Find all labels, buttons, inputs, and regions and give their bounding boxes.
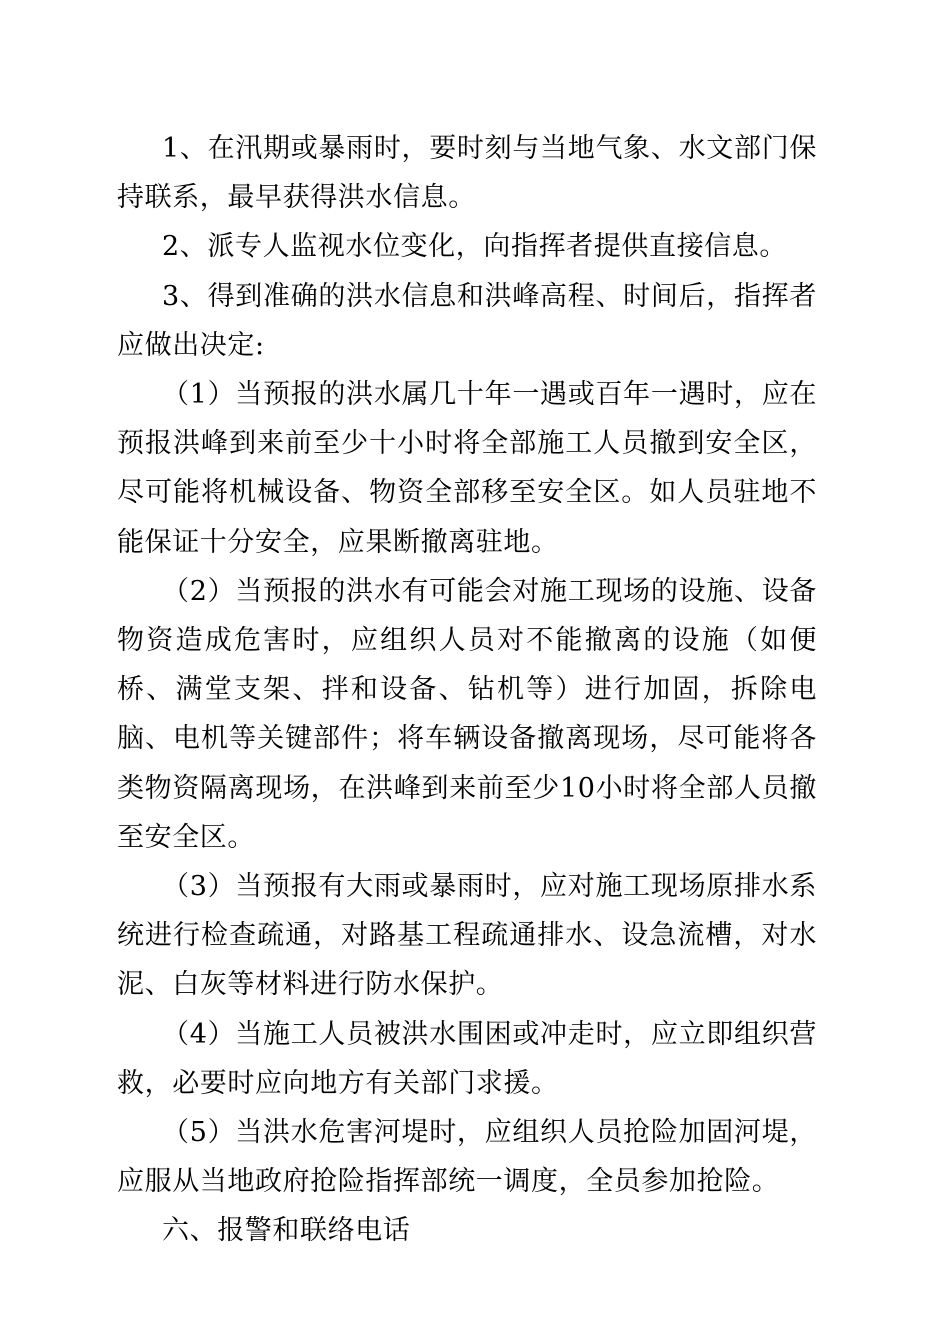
paragraph-item-2: （2）当预报的洪水有可能会对施工现场的设施、设备物资造成危害时，应组织人员对不能撤离的设施（如便桥、满堂支架、拌和设备、钻机等）进行加固，拆除电脑、电机等关键部件；将车辆设备撤离现场，尽可能将各类物资隔离现场，在洪峰到来前至少10小时将全部人员撤至安全区。 (117, 575, 817, 853)
paragraph-step-1: 1、在汛期或暴雨时，要时刻与当地气象、水文部门保持联系，最早获得洪水信息。 (117, 133, 817, 214)
paragraph-item-3: （3）当预报有大雨或暴雨时，应对施工现场原排水系统进行检查疏通，对路基工程疏通排水、设急流槽，对水泥、白灰等材料进行防水保护。 (117, 871, 817, 1001)
paragraph-step-3: 3、得到准确的洪水信息和洪峰高程、时间后，指挥者应做出决定: (117, 280, 817, 361)
paragraph-item-1: （1）当预报的洪水属几十年一遇或百年一遇时，应在预报洪峰到来前至少十小时将全部施工人员撤到安全区，尽可能将机械设备、物资全部移至安全区。如人员驻地不能保证十分安全，应果断撤离驻地。 (117, 379, 817, 558)
section-heading-alarm-contacts: 六、报警和联络电话 (162, 1215, 411, 1247)
document-body (117, 124, 817, 1256)
paragraph-item-4: （4）当施工人员被洪水围困或冲走时，应立即组织营救，必要时应向地方有关部门求援。 (117, 1018, 817, 1099)
paragraph-item-5: （5）当洪水危害河堤时，应组织人员抢险加固河堤，应服从当地政府抢险指挥部统一调度，全员参加抢险。 (117, 1117, 817, 1198)
paragraph-step-2: 2、派专人监视水位变化，向指挥者提供直接信息。 (162, 231, 787, 263)
